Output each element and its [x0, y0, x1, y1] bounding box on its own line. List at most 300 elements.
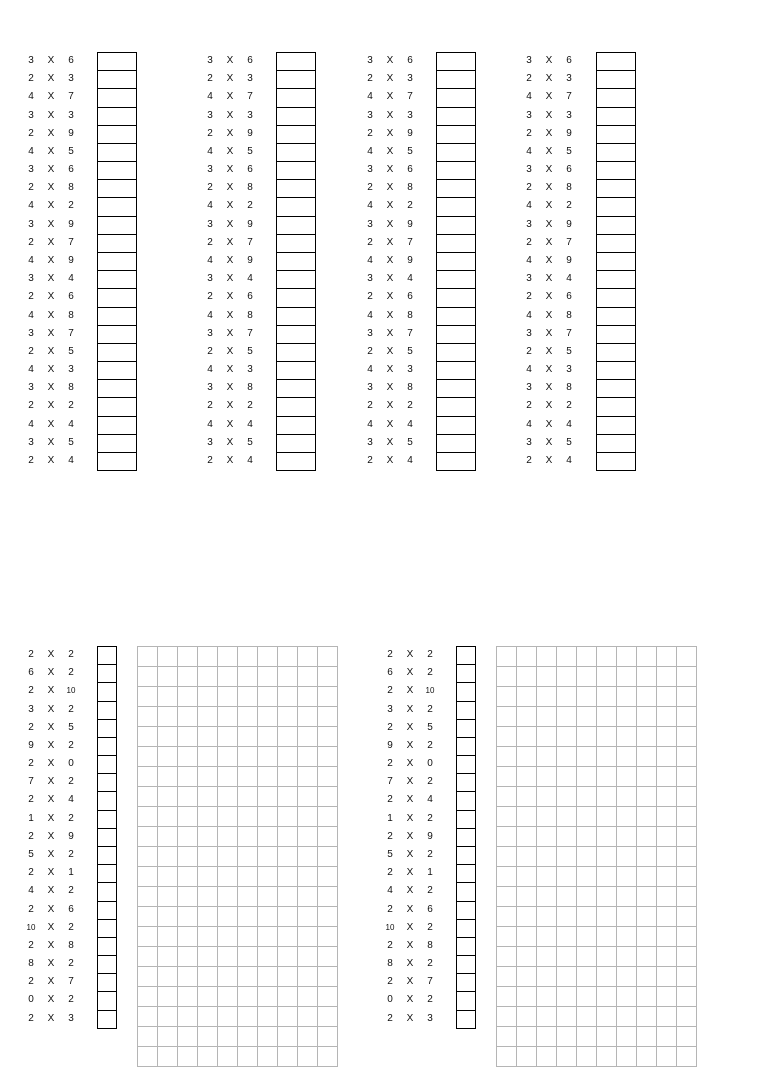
- first-factor: 2: [367, 127, 373, 139]
- answer-box[interactable]: [456, 882, 476, 901]
- answer-box[interactable]: [456, 701, 476, 720]
- first-factor: 4: [526, 200, 532, 212]
- times-sign: X: [47, 776, 55, 788]
- times-sign: X: [47, 309, 55, 321]
- second-factor: 2: [427, 885, 433, 897]
- first-factor: 4: [367, 145, 373, 157]
- first-factor: 2: [367, 454, 373, 466]
- second-factor: 6: [427, 903, 433, 915]
- times-sign: X: [47, 703, 55, 715]
- first-factor: 10: [385, 922, 395, 932]
- second-factor: 9: [68, 830, 74, 842]
- times-sign: X: [47, 958, 55, 970]
- answer-box[interactable]: [456, 1010, 476, 1029]
- second-factor: 8: [566, 182, 572, 194]
- times-sign: X: [47, 758, 55, 770]
- answer-box[interactable]: [97, 719, 117, 738]
- second-factor: 4: [247, 418, 253, 430]
- answer-box[interactable]: [436, 416, 476, 435]
- answer-box[interactable]: [436, 197, 476, 216]
- answer-box[interactable]: [97, 755, 117, 774]
- answer-box[interactable]: [276, 361, 316, 380]
- answer-box[interactable]: [456, 773, 476, 792]
- answer-box[interactable]: [436, 307, 476, 326]
- answer-box[interactable]: [456, 919, 476, 938]
- answer-box[interactable]: [436, 125, 476, 144]
- second-factor: 7: [68, 91, 74, 103]
- times-sign: X: [226, 55, 234, 66]
- times-sign: X: [226, 164, 234, 176]
- first-factor: 3: [207, 382, 213, 394]
- second-factor: 9: [247, 254, 253, 266]
- answer-box[interactable]: [97, 434, 137, 453]
- second-factor: 2: [68, 703, 74, 715]
- answer-box[interactable]: [97, 216, 137, 235]
- answer-box[interactable]: [276, 307, 316, 326]
- answer-box[interactable]: [596, 361, 636, 380]
- second-factor: 6: [247, 55, 253, 66]
- times-sign: X: [47, 236, 55, 248]
- answer-box[interactable]: [97, 810, 117, 829]
- times-sign: X: [47, 273, 55, 285]
- second-factor: 8: [247, 382, 253, 394]
- second-factor: 2: [566, 400, 572, 412]
- first-factor: 4: [28, 309, 34, 321]
- answer-box[interactable]: [276, 325, 316, 344]
- answer-box[interactable]: [276, 143, 316, 162]
- second-factor: 3: [247, 364, 253, 376]
- answer-box[interactable]: [276, 343, 316, 362]
- answer-box[interactable]: [276, 434, 316, 453]
- times-sign: X: [406, 667, 414, 679]
- answer-box[interactable]: [97, 107, 137, 126]
- answer-box[interactable]: [97, 452, 137, 471]
- second-factor: 4: [68, 273, 74, 285]
- first-factor: 4: [28, 91, 34, 103]
- first-factor: 4: [207, 91, 213, 103]
- answer-box[interactable]: [456, 737, 476, 756]
- first-factor: 9: [28, 739, 34, 751]
- answer-box[interactable]: [276, 234, 316, 253]
- first-factor: 3: [28, 327, 34, 339]
- answer-box[interactable]: [97, 701, 117, 720]
- answer-box[interactable]: [596, 107, 636, 126]
- scratch-grid[interactable]: [137, 646, 338, 1067]
- answer-box[interactable]: [276, 379, 316, 398]
- times-sign: X: [47, 127, 55, 139]
- answer-box[interactable]: [456, 646, 476, 665]
- second-factor: 4: [68, 454, 74, 466]
- answer-box[interactable]: [436, 179, 476, 198]
- answer-box[interactable]: [97, 125, 137, 144]
- times-sign: X: [47, 400, 55, 412]
- first-factor: 2: [207, 236, 213, 248]
- second-factor: 4: [566, 273, 572, 285]
- answer-box[interactable]: [276, 52, 316, 71]
- answer-box[interactable]: [436, 70, 476, 89]
- times-sign: X: [226, 364, 234, 376]
- first-factor: 2: [526, 454, 532, 466]
- answer-box[interactable]: [97, 288, 137, 307]
- times-sign: X: [226, 145, 234, 157]
- times-sign: X: [545, 291, 553, 303]
- answer-box[interactable]: [97, 882, 117, 901]
- second-factor: 2: [407, 400, 413, 412]
- second-factor: 2: [68, 649, 74, 660]
- first-factor: 3: [526, 218, 532, 230]
- times-sign: X: [406, 776, 414, 788]
- times-sign: X: [406, 649, 414, 660]
- answer-box[interactable]: [97, 846, 117, 865]
- answer-box[interactable]: [596, 161, 636, 180]
- answer-box[interactable]: [436, 161, 476, 180]
- answer-box[interactable]: [596, 179, 636, 198]
- first-factor: 3: [367, 164, 373, 176]
- times-sign: X: [47, 55, 55, 66]
- times-sign: X: [545, 236, 553, 248]
- answer-box[interactable]: [276, 216, 316, 235]
- times-sign: X: [406, 848, 414, 860]
- answer-box[interactable]: [276, 288, 316, 307]
- answer-box[interactable]: [97, 937, 117, 956]
- second-factor: 4: [407, 418, 413, 430]
- times-sign: X: [386, 382, 394, 394]
- answer-box[interactable]: [456, 755, 476, 774]
- answer-box[interactable]: [596, 197, 636, 216]
- answer-box[interactable]: [456, 828, 476, 847]
- times-sign: X: [47, 91, 55, 103]
- first-factor: 2: [526, 345, 532, 357]
- answer-box[interactable]: [97, 397, 137, 416]
- answer-box[interactable]: [436, 361, 476, 380]
- second-factor: 5: [566, 436, 572, 448]
- times-sign: X: [545, 345, 553, 357]
- answer-box[interactable]: [596, 270, 636, 289]
- first-factor: 3: [387, 703, 393, 715]
- first-factor: 2: [387, 1012, 393, 1024]
- times-sign: X: [47, 436, 55, 448]
- times-sign: X: [386, 218, 394, 230]
- first-factor: 4: [28, 418, 34, 430]
- times-sign: X: [47, 903, 55, 915]
- times-sign: X: [386, 327, 394, 339]
- first-factor: 9: [387, 739, 393, 751]
- times-sign: X: [386, 73, 394, 85]
- answer-box[interactable]: [276, 197, 316, 216]
- answer-box[interactable]: [97, 416, 137, 435]
- second-factor: 2: [68, 994, 74, 1006]
- first-factor: 10: [26, 922, 36, 932]
- times-sign: X: [226, 309, 234, 321]
- answer-box[interactable]: [456, 719, 476, 738]
- answer-box[interactable]: [97, 791, 117, 810]
- times-sign: X: [386, 291, 394, 303]
- times-sign: X: [47, 812, 55, 824]
- times-sign: X: [226, 436, 234, 448]
- answer-box[interactable]: [97, 919, 117, 938]
- answer-box[interactable]: [436, 434, 476, 453]
- times-sign: X: [47, 1012, 55, 1024]
- first-factor: 4: [28, 145, 34, 157]
- answer-box[interactable]: [596, 252, 636, 271]
- answer-box[interactable]: [97, 325, 137, 344]
- answer-box[interactable]: [436, 397, 476, 416]
- answer-box[interactable]: [436, 288, 476, 307]
- times-sign: X: [47, 291, 55, 303]
- times-sign: X: [386, 164, 394, 176]
- times-sign: X: [226, 91, 234, 103]
- times-sign: X: [47, 867, 55, 879]
- second-factor: 2: [68, 200, 74, 212]
- second-factor: 2: [68, 776, 74, 788]
- answer-box[interactable]: [276, 452, 316, 471]
- answer-box[interactable]: [436, 234, 476, 253]
- answer-box[interactable]: [436, 452, 476, 471]
- second-factor: 7: [407, 327, 413, 339]
- answer-box[interactable]: [436, 343, 476, 362]
- second-factor: 7: [68, 236, 74, 248]
- first-factor: 3: [526, 109, 532, 121]
- times-sign: X: [545, 127, 553, 139]
- answer-box[interactable]: [436, 88, 476, 107]
- times-sign: X: [47, 382, 55, 394]
- answer-box[interactable]: [436, 216, 476, 235]
- answer-box[interactable]: [596, 88, 636, 107]
- first-factor: 7: [387, 776, 393, 788]
- answer-box[interactable]: [97, 270, 137, 289]
- answer-box[interactable]: [276, 88, 316, 107]
- times-sign: X: [386, 145, 394, 157]
- answer-box[interactable]: [97, 646, 117, 665]
- answer-box[interactable]: [97, 307, 137, 326]
- second-factor: 3: [68, 364, 74, 376]
- times-sign: X: [47, 885, 55, 897]
- first-factor: 3: [28, 109, 34, 121]
- times-sign: X: [386, 91, 394, 103]
- second-factor: 4: [407, 273, 413, 285]
- answer-box[interactable]: [97, 1010, 117, 1029]
- first-factor: 4: [207, 364, 213, 376]
- first-factor: 4: [207, 254, 213, 266]
- times-sign: X: [47, 327, 55, 339]
- second-factor: 9: [247, 127, 253, 139]
- answer-box[interactable]: [456, 973, 476, 992]
- answer-box[interactable]: [436, 325, 476, 344]
- answer-box[interactable]: [596, 416, 636, 435]
- answer-box[interactable]: [596, 325, 636, 344]
- first-factor: 5: [28, 848, 34, 860]
- first-factor: 3: [28, 218, 34, 230]
- first-factor: 4: [367, 364, 373, 376]
- second-factor: 9: [407, 254, 413, 266]
- answer-box[interactable]: [97, 88, 137, 107]
- answer-box[interactable]: [596, 52, 636, 71]
- second-factor: 2: [68, 667, 74, 679]
- answer-box[interactable]: [596, 452, 636, 471]
- answer-box[interactable]: [456, 664, 476, 683]
- answer-box[interactable]: [97, 70, 137, 89]
- answer-box[interactable]: [97, 991, 117, 1010]
- second-factor: 7: [407, 236, 413, 248]
- answer-box[interactable]: [456, 991, 476, 1010]
- times-sign: X: [386, 436, 394, 448]
- answer-box[interactable]: [97, 664, 117, 683]
- first-factor: 3: [207, 327, 213, 339]
- answer-box[interactable]: [276, 125, 316, 144]
- answer-box[interactable]: [456, 810, 476, 829]
- second-factor: 5: [247, 345, 253, 357]
- second-factor: 2: [427, 958, 433, 970]
- answer-box[interactable]: [97, 161, 137, 180]
- answer-box[interactable]: [596, 234, 636, 253]
- answer-box[interactable]: [596, 343, 636, 362]
- answer-box[interactable]: [276, 107, 316, 126]
- answer-box[interactable]: [456, 937, 476, 956]
- answer-box[interactable]: [97, 828, 117, 847]
- times-sign: X: [226, 345, 234, 357]
- times-sign: X: [226, 418, 234, 430]
- answer-box[interactable]: [456, 955, 476, 974]
- first-factor: 2: [526, 400, 532, 412]
- answer-box[interactable]: [97, 864, 117, 883]
- times-sign: X: [406, 758, 414, 770]
- second-factor: 6: [407, 55, 413, 66]
- times-sign: X: [545, 309, 553, 321]
- answer-box[interactable]: [596, 288, 636, 307]
- answer-box[interactable]: [97, 143, 137, 162]
- answer-box[interactable]: [456, 791, 476, 810]
- answer-box[interactable]: [97, 901, 117, 920]
- answer-box[interactable]: [436, 379, 476, 398]
- times-sign: X: [47, 994, 55, 1006]
- answer-box[interactable]: [596, 216, 636, 235]
- first-factor: 4: [367, 309, 373, 321]
- second-factor: 5: [68, 345, 74, 357]
- second-factor: 2: [427, 649, 433, 660]
- times-sign: X: [226, 400, 234, 412]
- answer-box[interactable]: [97, 955, 117, 974]
- answer-box[interactable]: [596, 143, 636, 162]
- first-factor: 6: [387, 667, 393, 679]
- answer-box[interactable]: [436, 52, 476, 71]
- answer-box[interactable]: [456, 682, 476, 701]
- times-sign: X: [47, 182, 55, 194]
- times-sign: X: [406, 1012, 414, 1024]
- answer-box[interactable]: [276, 70, 316, 89]
- answer-box[interactable]: [276, 416, 316, 435]
- first-factor: 4: [367, 418, 373, 430]
- answer-box[interactable]: [456, 901, 476, 920]
- times-sign: X: [47, 454, 55, 466]
- answer-box[interactable]: [276, 179, 316, 198]
- answer-box[interactable]: [456, 864, 476, 883]
- second-factor: 3: [247, 109, 253, 121]
- answer-box[interactable]: [97, 361, 137, 380]
- answer-box[interactable]: [97, 252, 137, 271]
- answer-box[interactable]: [97, 773, 117, 792]
- second-factor: 5: [407, 345, 413, 357]
- times-sign: X: [226, 236, 234, 248]
- times-sign: X: [226, 454, 234, 466]
- answer-box[interactable]: [97, 52, 137, 71]
- times-sign: X: [386, 182, 394, 194]
- answer-box[interactable]: [276, 252, 316, 271]
- answer-box[interactable]: [596, 397, 636, 416]
- answer-box[interactable]: [276, 397, 316, 416]
- first-factor: 8: [28, 958, 34, 970]
- second-factor: 9: [427, 830, 433, 842]
- first-factor: 2: [28, 976, 34, 988]
- answer-box[interactable]: [436, 107, 476, 126]
- first-factor: 2: [526, 236, 532, 248]
- first-factor: 3: [207, 273, 213, 285]
- answer-box[interactable]: [97, 179, 137, 198]
- second-factor: 6: [566, 55, 572, 66]
- answer-box[interactable]: [436, 252, 476, 271]
- answer-box[interactable]: [596, 70, 636, 89]
- times-sign: X: [545, 400, 553, 412]
- second-factor: 3: [427, 1012, 433, 1024]
- first-factor: 2: [28, 649, 34, 660]
- answer-box[interactable]: [436, 270, 476, 289]
- first-factor: 2: [28, 127, 34, 139]
- second-factor: 9: [566, 254, 572, 266]
- answer-box[interactable]: [596, 379, 636, 398]
- answer-box[interactable]: [97, 379, 137, 398]
- first-factor: 3: [207, 436, 213, 448]
- times-sign: X: [545, 73, 553, 85]
- first-factor: 2: [387, 939, 393, 951]
- first-factor: 2: [28, 73, 34, 85]
- first-factor: 2: [367, 182, 373, 194]
- times-sign: X: [386, 309, 394, 321]
- scratch-grid[interactable]: [496, 646, 697, 1067]
- first-factor: 2: [387, 867, 393, 879]
- answer-box[interactable]: [596, 307, 636, 326]
- answer-box[interactable]: [97, 343, 137, 362]
- second-factor: 0: [427, 758, 433, 770]
- second-factor: 4: [247, 454, 253, 466]
- second-factor: 8: [247, 182, 253, 194]
- times-sign: X: [47, 254, 55, 266]
- answer-box[interactable]: [97, 197, 137, 216]
- second-factor: 9: [566, 127, 572, 139]
- answer-box[interactable]: [276, 270, 316, 289]
- second-factor: 2: [68, 921, 74, 933]
- answer-box[interactable]: [97, 682, 117, 701]
- first-factor: 3: [367, 55, 373, 66]
- answer-box[interactable]: [97, 737, 117, 756]
- first-factor: 2: [367, 73, 373, 85]
- first-factor: 4: [28, 254, 34, 266]
- answer-box[interactable]: [97, 234, 137, 253]
- times-sign: X: [226, 127, 234, 139]
- times-sign: X: [226, 218, 234, 230]
- answer-box[interactable]: [456, 846, 476, 865]
- answer-box[interactable]: [436, 143, 476, 162]
- answer-box[interactable]: [97, 973, 117, 992]
- second-factor: 6: [68, 164, 74, 176]
- first-factor: 2: [387, 794, 393, 806]
- second-factor: 8: [68, 939, 74, 951]
- first-factor: 3: [367, 382, 373, 394]
- times-sign: X: [545, 218, 553, 230]
- first-factor: 2: [526, 127, 532, 139]
- answer-box[interactable]: [276, 161, 316, 180]
- first-factor: 4: [526, 145, 532, 157]
- answer-box[interactable]: [596, 125, 636, 144]
- answer-box[interactable]: [596, 434, 636, 453]
